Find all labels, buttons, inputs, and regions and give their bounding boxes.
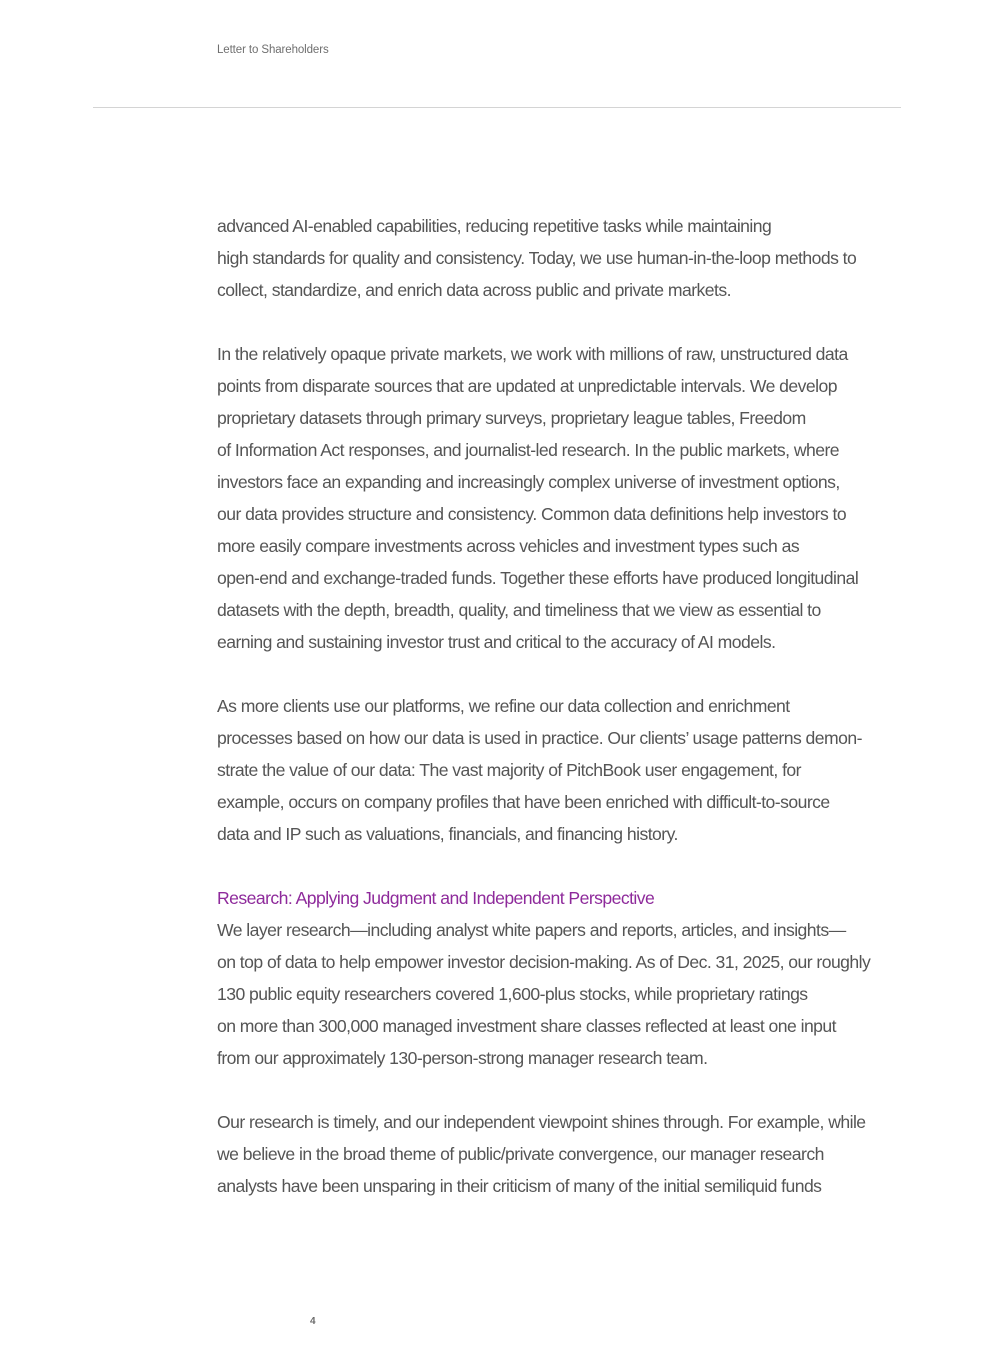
text-line: our data provides structure and consistency. Common data definitions help investors to — [217, 504, 847, 524]
text-line: analysts have been unsparing in their criticism of many of the initial semiliquid funds — [217, 1176, 822, 1196]
text-line: collect, standardize, and enrich data across public and private markets. — [217, 280, 731, 300]
text-line: on top of data to help empower investor decision-making. As of Dec. 31, 2025, our roughly — [217, 952, 871, 972]
paragraph-spacer — [217, 658, 907, 690]
text-line: 130 public equity researchers covered 1,600-plus stocks, while proprietary ratings — [217, 984, 808, 1004]
text-line: In the relatively opaque private markets, we work with millions of raw, unstructured data — [217, 344, 848, 364]
paragraph-spacer — [217, 306, 907, 338]
article-body — [217, 210, 907, 1202]
header-divider — [93, 107, 901, 108]
text-line: example, occurs on company profiles that have been enriched with difficult-to-source — [217, 792, 830, 812]
text-line: we believe in the broad theme of public/private convergence, our manager research — [217, 1144, 824, 1164]
text-line: We layer research—including analyst white papers and reports, articles, and insights— — [217, 920, 846, 940]
text-line: investors face an expanding and increasingly complex universe of investment options, — [217, 472, 840, 492]
paragraph-spacer — [217, 850, 907, 882]
paragraph — [217, 914, 907, 1074]
text-line: proprietary datasets through primary surveys, proprietary league tables, Freedom — [217, 408, 806, 428]
paragraph-spacer — [217, 1074, 907, 1106]
paragraph — [217, 1106, 907, 1202]
text-line: earning and sustaining investor trust and critical to the accuracy of AI models. — [217, 632, 776, 652]
text-line: strate the value of our data: The vast majority of PitchBook user engagement, for — [217, 760, 801, 780]
text-line: Our research is timely, and our independent viewpoint shines through. For example, while — [217, 1112, 866, 1132]
text-line: high standards for quality and consistency. Today, we use human-in-the-loop methods to — [217, 248, 857, 268]
text-line: data and IP such as valuations, financials, and financing history. — [217, 824, 678, 844]
text-line: datasets with the depth, breadth, quality, and timeliness that we view as essential to — [217, 600, 821, 620]
running-head: Letter to Shareholders — [217, 44, 329, 56]
section-heading: Research: Applying Judgment and Independent Perspective — [217, 888, 655, 908]
text-line: open-end and exchange-traded funds. Together these efforts have produced longitudinal — [217, 568, 859, 588]
paragraph — [217, 690, 907, 850]
text-line: of Information Act responses, and journalist-led research. In the public markets, where — [217, 440, 840, 460]
page-number: 4 — [310, 1316, 316, 1327]
text-line: from our approximately 130-person-strong manager research team. — [217, 1048, 708, 1068]
text-line: processes based on how our data is used in practice. Our clients’ usage patterns demon- — [217, 728, 862, 748]
text-line: on more than 300,000 managed investment share classes reflected at least one input — [217, 1016, 836, 1036]
text-line: points from disparate sources that are updated at unpredictable intervals. We develop — [217, 376, 837, 396]
text-line: advanced AI-enabled capabilities, reducing repetitive tasks while maintaining — [217, 216, 772, 236]
text-line: more easily compare investments across vehicles and investment types such as — [217, 536, 800, 556]
paragraph — [217, 210, 907, 306]
paragraph — [217, 338, 907, 658]
text-line: As more clients use our platforms, we refine our data collection and enrichment — [217, 696, 790, 716]
